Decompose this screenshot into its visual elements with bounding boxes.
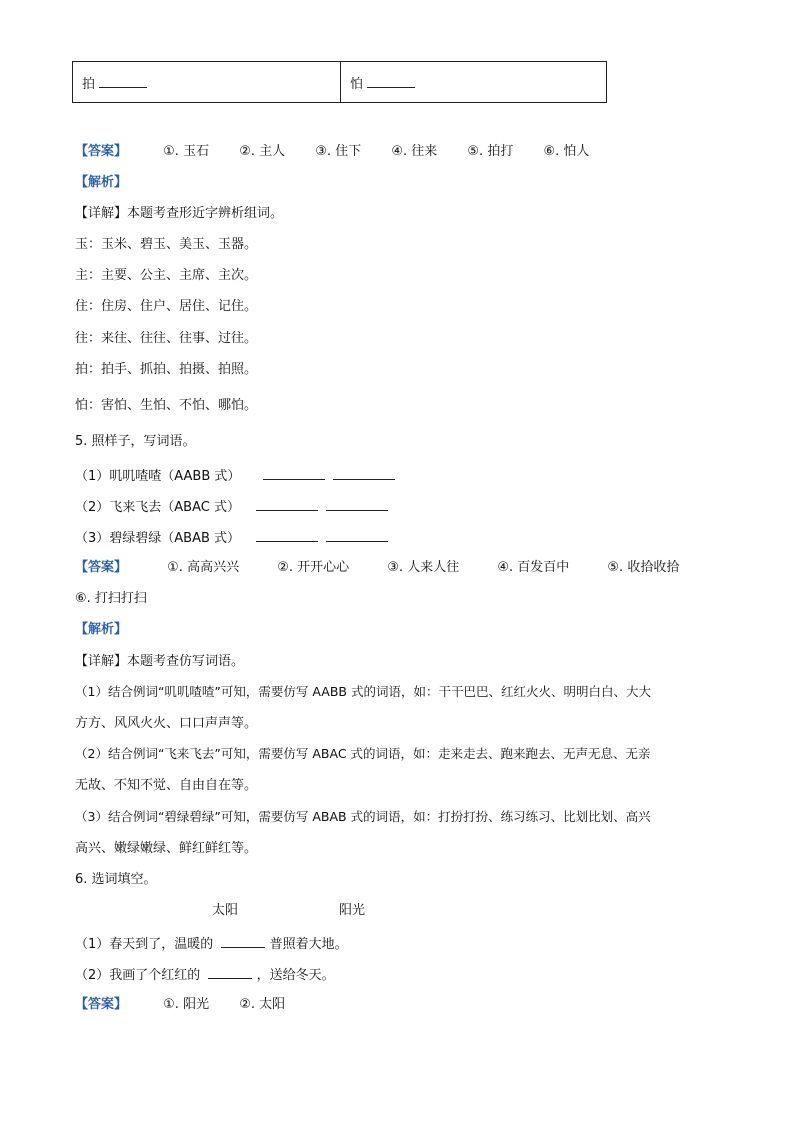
q5-answer-row xyxy=(75,561,679,574)
answer-item: ②. 太阳 xyxy=(239,997,286,1012)
answer-item: ⑥. 打扫打扫 xyxy=(75,591,147,606)
answer-item: ①. 玉石 xyxy=(163,144,210,159)
sentence-text: 普照着大地。 xyxy=(269,937,348,952)
answer-item: ③. 人来人往 xyxy=(387,560,460,575)
answer-item: ③. 住下 xyxy=(315,144,362,159)
answer-item: ②. 主人 xyxy=(239,144,286,159)
explanation-line: 方方、风风火火、口口声声等。 xyxy=(75,716,258,731)
item-text: （1）叽叽喳喳（AABB 式） xyxy=(75,469,241,484)
detail-line: 【详解】本题考查形近字辨析组词。 xyxy=(75,206,284,221)
sentence-text: （1）春天到了，温暖的 xyxy=(75,937,214,952)
word-choice: 太阳 xyxy=(212,903,239,918)
answer-item: ⑤. 收拾收拾 xyxy=(607,560,680,575)
detail-line: 【详解】本题考查仿写词语。 xyxy=(75,654,245,669)
answer-blank xyxy=(256,498,318,511)
question-item xyxy=(75,467,395,483)
fill-sentence xyxy=(75,966,335,982)
fill-sentence xyxy=(75,935,348,951)
answer-item: ①. 高高兴兴 xyxy=(167,560,240,575)
explanation-line: 主：主要、公主、主席、主次。 xyxy=(75,268,258,283)
answer-blank xyxy=(208,966,252,979)
table-cell-right xyxy=(341,62,607,103)
answer-blank xyxy=(333,467,395,480)
word-choice: 阳光 xyxy=(339,903,366,918)
cell-char: 怕 xyxy=(350,76,364,92)
item-text: （3）碧绿碧绿（ABAB 式） xyxy=(75,531,241,546)
answer-item: ⑥. 怕人 xyxy=(543,144,590,159)
question-item xyxy=(75,498,388,514)
answer-blank xyxy=(221,935,265,948)
answer-blank xyxy=(263,467,325,480)
answer-tag: 【答案】 xyxy=(75,997,128,1012)
q4-answer-row xyxy=(75,145,589,158)
question-title: 5. 照样子，写词语。 xyxy=(75,434,196,449)
explanation-line: 怕：害怕、生怕、不怕、哪怕。 xyxy=(75,398,258,413)
answer-blank xyxy=(99,75,147,88)
cell-char: 拍 xyxy=(82,76,96,92)
explanation-line: 无故、不知不觉、自由自在等。 xyxy=(75,778,258,793)
explanation-line: （2）结合例词“飞来飞去”可知，需要仿写 ABAC 式的词语，如：走来走去、跑来跑去、无声无息、无亲 xyxy=(75,746,651,761)
explanation-line: 高兴、嫩绿嫩绿、鲜红鲜红等。 xyxy=(75,841,258,856)
answer-item: ④. 往来 xyxy=(391,144,438,159)
answer-item: ①. 阳光 xyxy=(163,997,210,1012)
answer-blank xyxy=(326,529,388,542)
sentence-text: ，送给冬天。 xyxy=(256,968,335,983)
explanation-line: （1）结合例词“叽叽喳喳”可知，需要仿写 AABB 式的词语，如：干干巴巴、红红火火、明明白白、大大 xyxy=(75,684,651,699)
answer-tag: 【答案】 xyxy=(75,560,128,575)
sentence-text: （2）我画了个红红的 xyxy=(75,968,201,983)
explanation-line: 往：来往、往往、往事、过往。 xyxy=(75,331,258,346)
question-title: 6. 选词填空。 xyxy=(75,872,157,887)
explanation-line: 玉：玉米、碧玉、美玉、玉器。 xyxy=(75,237,258,252)
answer-blank xyxy=(256,529,318,542)
answer-blank xyxy=(326,498,388,511)
answer-tag: 【答案】 xyxy=(75,144,128,159)
question-item xyxy=(75,529,388,545)
answer-item: ②. 开开心心 xyxy=(277,560,350,575)
word-pair-table xyxy=(72,61,607,103)
explanation-line: 拍：拍手、抓拍、拍摄、拍照。 xyxy=(75,362,258,377)
item-text: （2）飞来飞去（ABAC 式） xyxy=(75,500,240,515)
table-cell-left xyxy=(73,62,341,103)
answer-item: ⑤. 拍打 xyxy=(467,144,514,159)
explanation-line: （3）结合例词“碧绿碧绿”可知，需要仿写 ABAB 式的词语，如：打扮打扮、练习练习、比划比划、高兴 xyxy=(75,809,651,824)
analysis-tag: 【解析】 xyxy=(75,175,128,190)
explanation-line: 住：住房、住户、居住、记住。 xyxy=(75,299,258,314)
q6-answer-row xyxy=(75,998,285,1011)
analysis-tag: 【解析】 xyxy=(75,622,128,637)
answer-blank xyxy=(367,75,415,88)
answer-item: ④. 百发百中 xyxy=(497,560,570,575)
